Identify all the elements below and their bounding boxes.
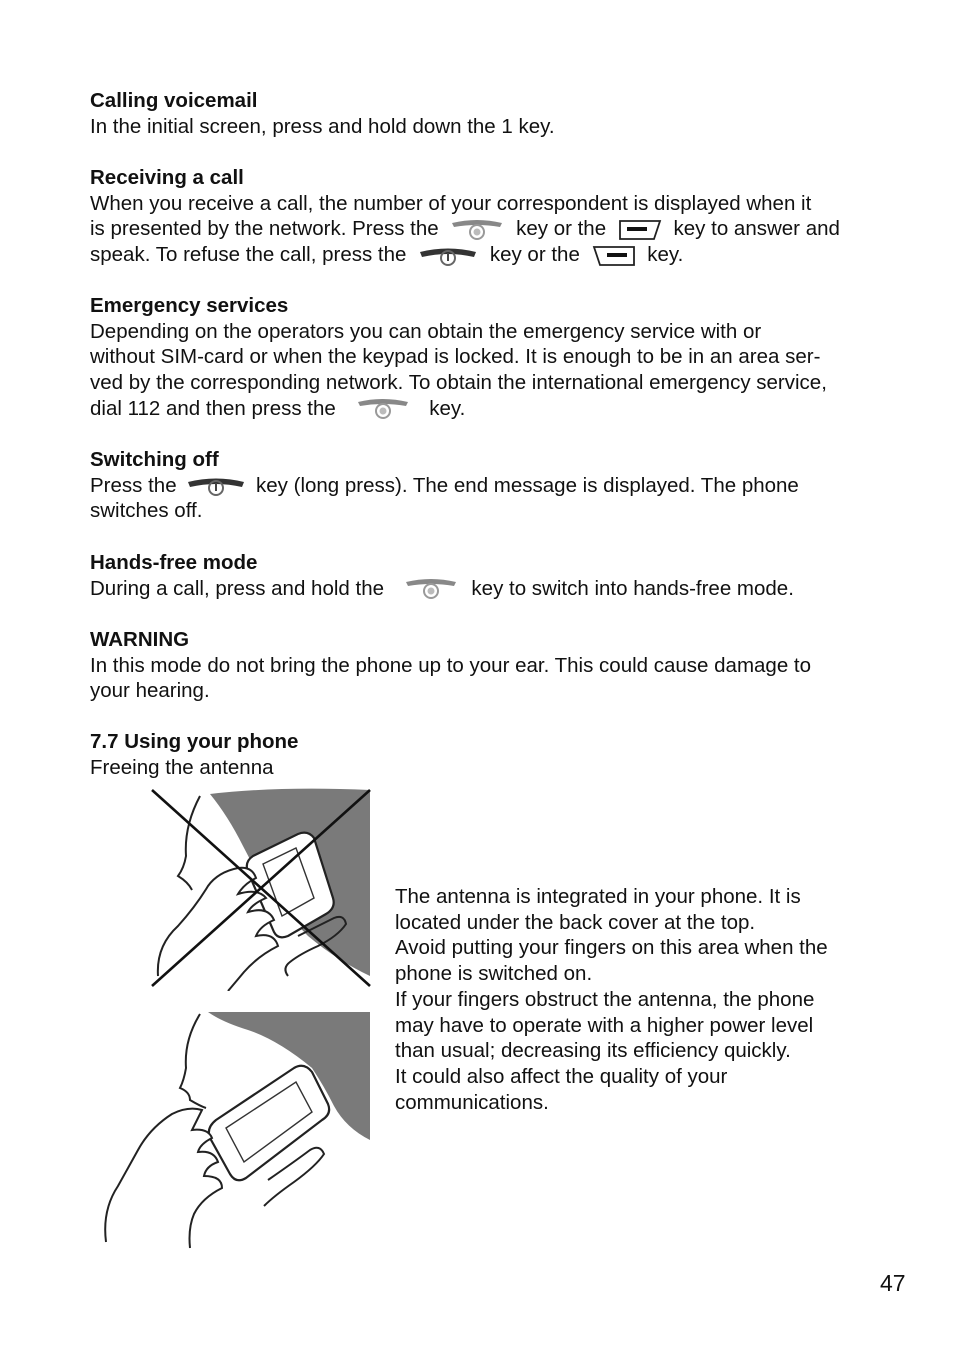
warning-line-2: your hearing.	[90, 679, 210, 703]
emergency-line-1: Depending on the operators you can obtain the emergency service with or	[90, 319, 762, 343]
section-voicemail	[90, 88, 920, 139]
hands-free-line-1a: During a call, press and hold the	[90, 576, 385, 600]
receiving-line-2	[90, 216, 920, 242]
voicemail-text: In the initial screen, press and hold down the 1 key.	[90, 114, 555, 138]
subheading-freeing-antenna: Freeing the antenna	[90, 755, 274, 779]
heading-receiving: Receiving a call	[90, 166, 244, 189]
antenna-line-7: than usual; decreasing its efficiency quickly.	[395, 1039, 791, 1063]
antenna-line-1: The antenna is integrated in your phone. It is	[395, 885, 801, 908]
phone-held-correct-illustration	[98, 1010, 373, 1255]
antenna-line-2: located under the back cover at the top.	[395, 910, 756, 934]
end-key-icon	[418, 245, 478, 267]
emergency-line-4	[90, 396, 920, 422]
switching-off-line-1a: Press the	[90, 473, 177, 497]
section-emergency	[90, 293, 920, 422]
section-warning	[90, 627, 920, 704]
phone-held-wrong-illustration	[148, 786, 373, 996]
heading-emergency: Emergency services	[90, 294, 289, 317]
section-using-phone	[90, 729, 920, 780]
receiving-line-2c: key to answer and	[673, 217, 840, 241]
receiving-line-3	[90, 242, 920, 268]
section-switching-off	[90, 447, 920, 524]
heading-hands-free: Hands-free mode	[90, 551, 258, 574]
softkey-icon	[618, 219, 662, 241]
receiving-line-3c: key.	[647, 243, 684, 267]
switching-off-line-1b: key (long press). The end message is displayed. The phone	[256, 473, 799, 497]
antenna-line-5: If your fingers obstruct the antenna, the phone	[395, 987, 815, 1011]
switching-off-line-1	[90, 473, 920, 499]
heading-voicemail: Calling voicemail	[90, 89, 258, 112]
antenna-line-3: Avoid putting your fingers on this area when the	[395, 936, 828, 960]
receiving-line-3b: key or the	[489, 243, 580, 267]
hands-free-line-1	[90, 576, 920, 602]
call-key-icon	[404, 578, 458, 600]
antenna-line-6: may have to operate with a higher power level	[395, 1013, 814, 1037]
receiving-line-3a: speak. To refuse the call, press the	[90, 243, 407, 267]
section-hands-free	[90, 550, 920, 601]
hands-free-line-1b: key to switch into hands-free mode.	[471, 576, 794, 600]
antenna-line-9: communications.	[395, 1090, 549, 1114]
switching-off-line-2: switches off.	[90, 499, 203, 523]
antenna-description	[395, 884, 895, 1115]
heading-switching-off: Switching off	[90, 448, 219, 471]
receiving-line-1: When you receive a call, the number of your correspondent is displayed when it	[90, 191, 812, 215]
softkey-icon	[592, 245, 636, 267]
emergency-line-4b: key.	[429, 396, 466, 420]
call-key-icon	[450, 219, 504, 241]
antenna-line-8: It could also affect the quality of your	[395, 1064, 728, 1088]
warning-line-1: In this mode do not bring the phone up to your ear. This could cause damage to	[90, 653, 812, 677]
receiving-line-2b: key or the	[516, 217, 607, 241]
antenna-line-4: phone is switched on.	[395, 962, 593, 986]
receiving-line-2a: is presented by the network. Press the	[90, 217, 439, 241]
emergency-line-2: without SIM-card or when the keypad is locked. It is enough to be in an area ser-	[90, 345, 821, 369]
page-number: 47	[880, 1270, 906, 1296]
emergency-line-4a: dial 112 and then press the	[90, 396, 336, 420]
heading-using-phone: 7.7 Using your phone	[90, 730, 299, 753]
emergency-line-3: ved by the corresponding network. To obtain the international emergency service,	[90, 371, 827, 395]
end-key-icon	[186, 475, 246, 497]
heading-warning: WARNING	[90, 628, 190, 651]
section-receiving	[90, 165, 920, 268]
call-key-icon	[356, 398, 410, 420]
